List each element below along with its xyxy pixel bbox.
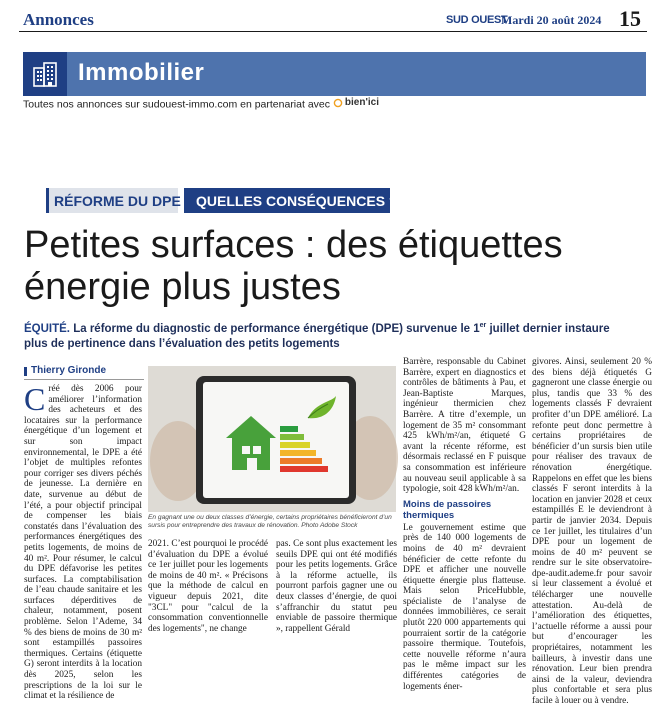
column-4-paragraph-1: Barrère, responsable du Cabinet Barrère, expert en diagnostics et contrôles de bâtiments à Pau, et Jean-Baptiste Marques, ingénieur thermicien chez Barrère. A titre d’exemple, un logement de 35 m² consommant 425 kWh/m²/an, étiqueté G avant la récente réforme, est désormais reclassé en F puisque sa consommation est inférieure au nouveau seuil applicable à sa typologie, soit 428 kWh/m²/an. <box>403 357 526 495</box>
drop-cap: C <box>24 381 46 417</box>
photo-caption: En gagnant une ou deux classes d’énergie, certains propriétaires bénéficieront d’un sursis pour entreprendre des travaux de rénovation. Photo Adobe Stock <box>148 514 392 529</box>
byline: Thierry Gironde <box>31 365 107 376</box>
page-header <box>0 0 666 36</box>
newspaper-name: SUD OUEST <box>446 14 508 26</box>
byline-divider <box>24 379 144 380</box>
article-column-2: 2021. C’est pourquoi le procédé d’évaluation du DPE a évolué ce 1er juillet pour les logements de moins de 40 m². « Précisons que la méthode de calcul en vigueur depuis 2021, dite "3CL" pour "calcul de la consommation conventionnelle des logements", ne change <box>148 539 268 634</box>
article-column-4 <box>403 357 526 692</box>
topic-tag: RÉFORME DU DPE <box>46 188 178 213</box>
section-subhead: Moins de passoires thermiques <box>403 498 492 521</box>
article-standfirst <box>24 318 624 352</box>
article-headline: Petites surfaces : des étiquettes énergie plus justes <box>24 224 563 308</box>
banner-title: Immobilier <box>78 59 205 86</box>
partner-logo[interactable] <box>333 97 379 108</box>
banner-subtitle-text: Toutes nos annonces sur sudouest-immo.com en partenariat avec <box>23 98 330 111</box>
page-number: 15 <box>619 6 641 31</box>
byline-accent <box>24 367 27 376</box>
publication-date: Mardi 20 août 2024 <box>501 13 602 27</box>
topic-tag-accent <box>46 188 49 213</box>
column-1-text: réé dès 2006 pour améliorer l’information des acheteurs et des locataires sur la performance énergétique d’un logement et sur son impact environnemental, le DPE a été l’objet de multiples refontes pour corriger ses divers péchés de jeunesse. La dernière en date, survenue au début de l’été, a pour objectif principal de compenser les biais constatés dans l’évaluation des performances énergétiques des petits logements, de moins de 40 m². Pour résumer, le calcul du DPE défavorise les petites surfaces. La comptabilisation de l’eau chaude sanitaire et les surfaces déperditives de chaleur, notamment, posent problème. Selon l’Ademe, 34 % des biens de moins de 30 m² sont estampillés passoires thermiques. Certains (étiquette G) seront interdits à la location dès 2025, selon les prescriptions de la loi sur le climat et la résilience de <box>24 384 142 702</box>
article-column-5: givores. Ainsi, seulement 20 % des biens déjà étiquetés G gagneront une classe énergie ou plus, tandis que 33 % des logements classés F devraient profiter d’un DPE amélioré. La refonte peut donc permettre à certains propriétaires de bénéficier d’un sursis bien utile pour réaliser des travaux de rénovation énergétique. Rappelons en effet que les biens classés F seront interdits à la location en janvier 2028 et ceux estampillés E le deviendront à partir de janvier 2034. Depuis ce 1er juillet, les titulaires d’un DPE pour un logement de moins de 40 m² peuvent se rendre sur le site observatoire-dpe-audit.ademe.fr pour savoir si leur classement a évolué et télécharger une nouvelle attestation. Au-delà de l’amélioration des étiquettes, l’actuelle réforme a aussi pour but d’encourager les propriétaires, notamment les bailleurs, à investir dans une rénovation. Leur bien prendra ainsi de la valeur, deviendra plus confortable et sera plus facile à louer ou à vendre. <box>532 357 652 706</box>
article-column-3: pas. Ce sont plus exactement les seuils DPE qui ont été modifiés pour les petits logements. Grâce à la réforme actuelle, ils pourront parfois gagner une ou deux classes d’énergie, de quoi s’affranchir du statut peu enviable de passoire thermique », rappellent Gérald <box>276 539 397 634</box>
header-divider <box>19 31 647 32</box>
standfirst-sup: er <box>479 322 487 329</box>
partner-name: bien'ici <box>344 97 379 108</box>
banner-subtitle <box>23 97 379 111</box>
standfirst-text-start: La réforme du diagnostic de performance énergétique (DPE) survenue le 1 <box>70 322 480 335</box>
article-column-1 <box>24 381 142 702</box>
column-4-paragraph-2: Le gouvernement estime que près de 140 000 logements de moins de 40 m² devraient bénéficier de cette refonte du DPE et afficher une nouvelle étiquette énergie plus flatteuse. Mais selon PriceHubble, spécialiste de l’analyse de données immobilières, ce serait plutôt 220 000 appartements qui pourraient sortir de la catégorie passoire thermique. Toutefois, cette nouvelle réforme n’aura pas le même impact sur les différentes catégories de logements éner- <box>403 522 526 692</box>
article-photo <box>148 366 396 512</box>
section-name: Annonces <box>23 10 94 29</box>
question-tag: QUELLES CONSÉQUENCES ? <box>184 188 390 213</box>
standfirst-kicker: ÉQUITÉ. <box>24 322 71 335</box>
heart-pin-icon <box>333 98 343 108</box>
standfirst-text-end: juillet dernier instaure plus de pertinence dans l’évaluation des petits logements <box>24 322 610 350</box>
building-icon <box>23 52 67 96</box>
tablet-energy-label-illustration <box>148 366 396 512</box>
